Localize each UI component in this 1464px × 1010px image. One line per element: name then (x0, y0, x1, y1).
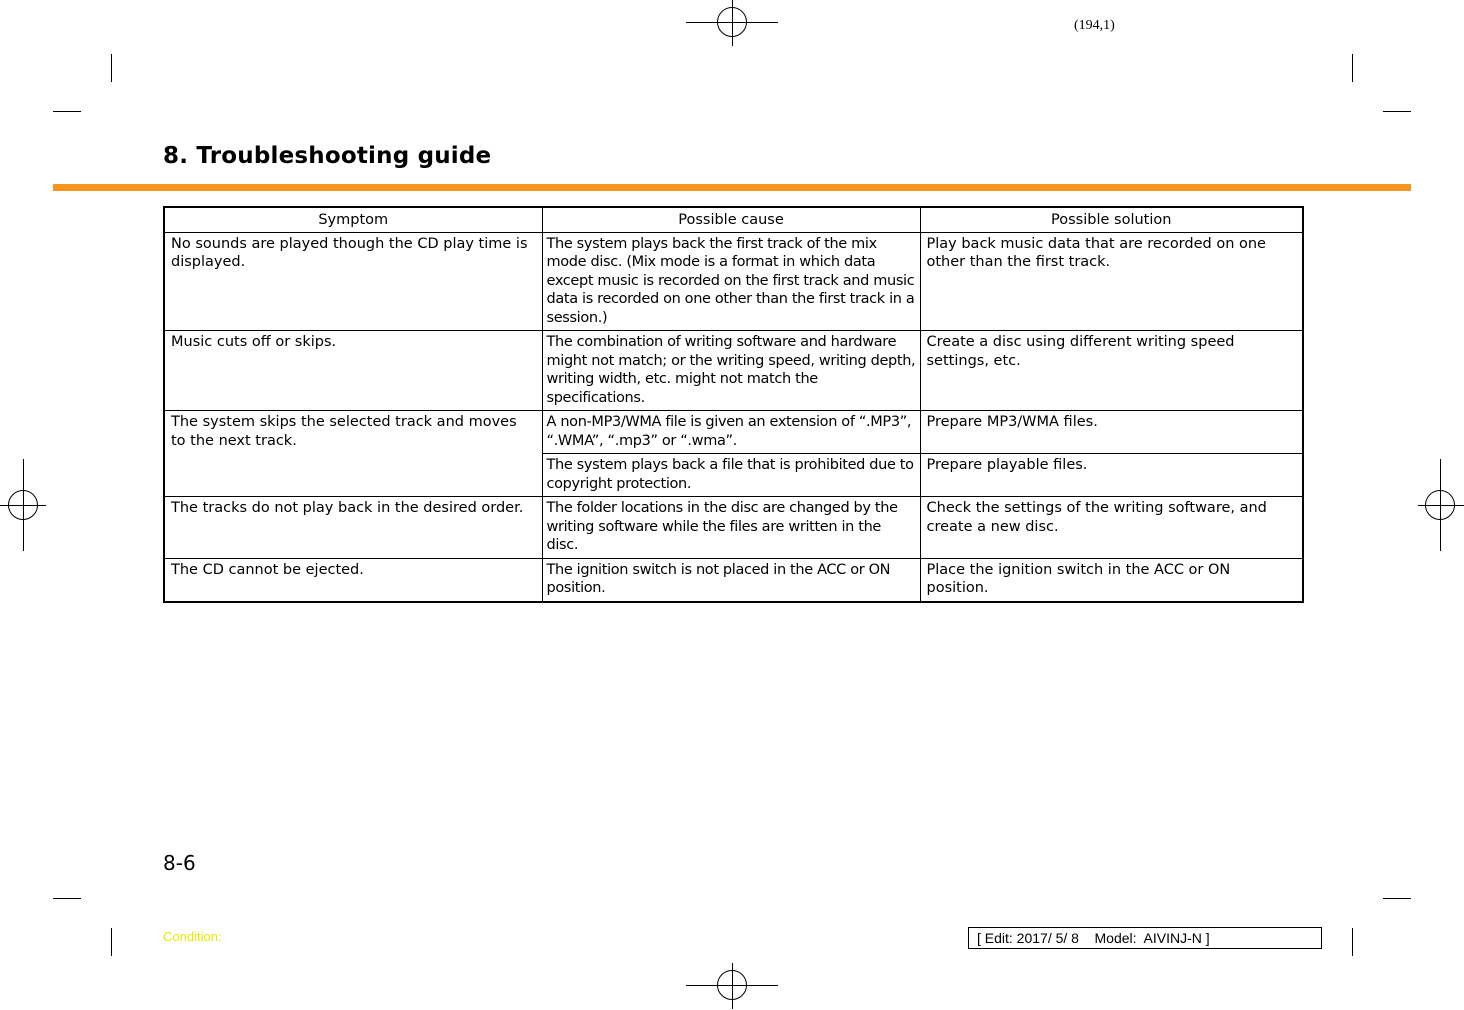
symptom-cell: The CD cannot be ejected. (164, 558, 542, 602)
section-title: 8. Troubleshooting guide (163, 143, 492, 169)
page-reference: (194,1) (1074, 18, 1115, 33)
crop-mark-line (53, 111, 81, 112)
cause-cell: The folder locations in the disc are changed by the writing software while the files are written in the disc. (542, 497, 920, 559)
column-header-cause: Possible cause (542, 207, 920, 232)
symptom-cell: No sounds are played though the CD play time is displayed. (164, 232, 542, 331)
table-row (164, 232, 1303, 331)
column-header-solution: Possible solution (920, 207, 1303, 232)
crop-mark-line (53, 898, 81, 899)
table-row (164, 331, 1303, 411)
cause-cell: The system plays back the first track of the mix mode disc. (Mix mode is a format in which data except music is recorded on the first track and music data is recorded on one other than the first track in a session.) (542, 232, 920, 331)
symptom-cell: The system skips the selected track and moves to the next track. (164, 411, 542, 497)
registration-target-icon (1425, 490, 1455, 520)
section-divider-rule (53, 184, 1411, 191)
table-row (164, 411, 1303, 454)
registration-target-icon (8, 490, 38, 520)
solution-cell: Prepare MP3/WMA files. (920, 411, 1303, 454)
page-number: 8-6 (163, 851, 196, 875)
crop-mark-line (1352, 54, 1353, 82)
solution-cell: Play back music data that are recorded on one other than the first track. (920, 232, 1303, 331)
cause-cell: The combination of writing software and hardware might not match; or the writing speed, writing depth, writing width, etc. might not match the specifications. (542, 331, 920, 411)
table-header-row (164, 207, 1303, 232)
cause-cell: The system plays back a file that is prohibited due to copyright protection. (542, 454, 920, 497)
crop-mark-line (1352, 928, 1353, 956)
solution-cell: Check the settings of the writing software, and create a new disc. (920, 497, 1303, 559)
table-row (164, 558, 1303, 602)
troubleshooting-table (163, 206, 1304, 603)
table-row (164, 497, 1303, 559)
condition-label: Condition: (163, 929, 222, 944)
crop-mark-line (111, 928, 112, 956)
registration-target-icon (717, 7, 747, 37)
solution-cell: Place the ignition switch in the ACC or ON position. (920, 558, 1303, 602)
registration-target-icon (717, 970, 747, 1000)
symptom-cell: The tracks do not play back in the desired order. (164, 497, 542, 559)
solution-cell: Create a disc using different writing speed settings, etc. (920, 331, 1303, 411)
crop-mark-line (111, 54, 112, 82)
cause-cell: The ignition switch is not placed in the ACC or ON position. (542, 558, 920, 602)
solution-cell: Prepare playable files. (920, 454, 1303, 497)
cause-cell: A non-MP3/WMA file is given an extension of “.MP3”, “.WMA”, “.mp3” or “.wma”. (542, 411, 920, 454)
edit-model-info: [ Edit: 2017/ 5/ 8 Model: AIVINJ-N ] (968, 927, 1322, 949)
crop-mark-line (1383, 898, 1411, 899)
column-header-symptom: Symptom (164, 207, 542, 232)
symptom-cell: Music cuts off or skips. (164, 331, 542, 411)
crop-mark-line (1383, 111, 1411, 112)
